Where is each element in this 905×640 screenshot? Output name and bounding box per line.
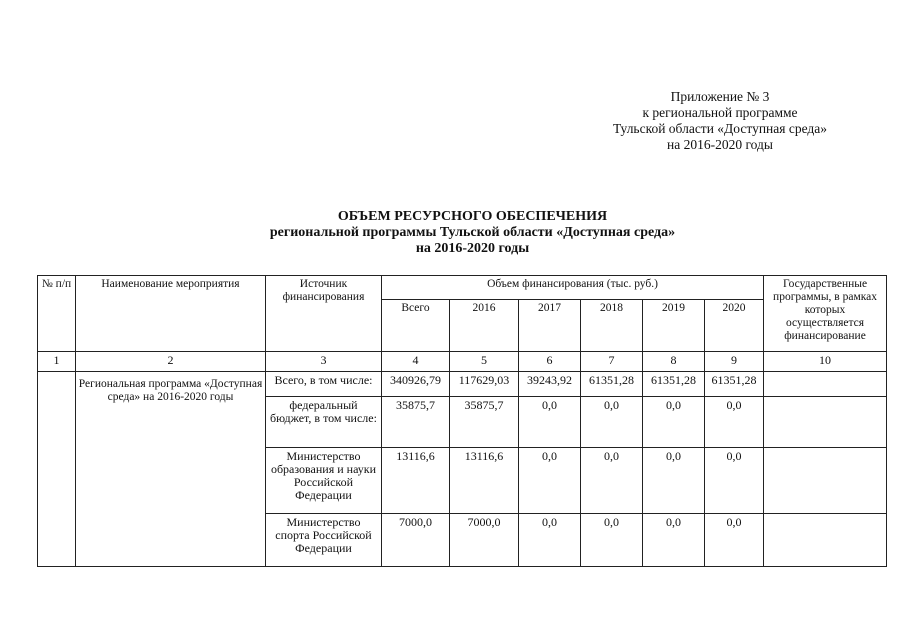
column-number: 9	[705, 352, 764, 372]
value-cell: 0,0	[705, 514, 764, 567]
value-cell: 0,0	[519, 397, 581, 448]
title-line-3: на 2016-2020 годы	[415, 241, 530, 256]
appendix-line-2: к региональной программе	[642, 105, 798, 120]
value-cell: 0,0	[519, 514, 581, 567]
value-cell: 61351,28	[705, 372, 764, 397]
column-number: 2	[76, 352, 266, 372]
value-cell: 0,0	[581, 448, 643, 514]
value-cell: 117629,03	[450, 372, 519, 397]
program-name: Региональная программа «Доступная среда» на 2016-2020 годы	[76, 372, 266, 567]
header-2019: 2019	[643, 300, 705, 352]
programs-cell	[764, 514, 887, 567]
appendix-line-1: Приложение № 3	[670, 89, 770, 104]
column-number: 4	[382, 352, 450, 372]
header-2017: 2017	[519, 300, 581, 352]
value-cell: 61351,28	[643, 372, 705, 397]
header-2018: 2018	[581, 300, 643, 352]
header-total: Всего	[382, 300, 450, 352]
value-cell: 0,0	[643, 448, 705, 514]
programs-cell	[764, 448, 887, 514]
programs-cell	[764, 397, 887, 448]
source-cell: Министерство спорта Российской Федерации	[266, 514, 382, 567]
title-line-1: ОБЪЕМ РЕСУРСНОГО ОБЕСПЕЧЕНИЯ	[337, 209, 608, 224]
source-cell: Министерство образования и науки Российской Федерации	[266, 448, 382, 514]
column-number: 5	[450, 352, 519, 372]
header-source: Источник финансирования	[266, 276, 382, 352]
header-name: Наименование мероприятия	[76, 276, 266, 352]
column-number: 1	[38, 352, 76, 372]
value-cell: 7000,0	[382, 514, 450, 567]
programs-cell	[764, 372, 887, 397]
value-cell: 0,0	[705, 448, 764, 514]
value-cell: 0,0	[705, 397, 764, 448]
table-row	[38, 372, 887, 397]
appendix-note	[575, 89, 865, 153]
value-cell: 39243,92	[519, 372, 581, 397]
resource-table	[37, 275, 887, 567]
value-cell: 0,0	[643, 397, 705, 448]
row-num-cell	[38, 372, 76, 567]
header-programs: Государственные программы, в рамках которых осуществляется финансирование	[764, 276, 887, 352]
source-cell: федеральный бюджет, в том числе:	[266, 397, 382, 448]
value-cell: 35875,7	[450, 397, 519, 448]
header-2020: 2020	[705, 300, 764, 352]
value-cell: 13116,6	[450, 448, 519, 514]
appendix-line-4: на 2016-2020 годы	[667, 137, 773, 152]
value-cell: 0,0	[519, 448, 581, 514]
value-cell: 340926,79	[382, 372, 450, 397]
value-cell: 7000,0	[450, 514, 519, 567]
column-number: 3	[266, 352, 382, 372]
value-cell: 61351,28	[581, 372, 643, 397]
value-cell: 13116,6	[382, 448, 450, 514]
document-title	[40, 209, 905, 257]
column-number: 7	[581, 352, 643, 372]
column-number: 8	[643, 352, 705, 372]
column-number: 6	[519, 352, 581, 372]
column-number: 10	[764, 352, 887, 372]
header-2016: 2016	[450, 300, 519, 352]
value-cell: 0,0	[581, 397, 643, 448]
header-volume: Объем финансирования (тыс. руб.)	[382, 276, 764, 300]
value-cell: 0,0	[581, 514, 643, 567]
value-cell: 35875,7	[382, 397, 450, 448]
value-cell: 0,0	[643, 514, 705, 567]
source-cell: Всего, в том числе:	[266, 372, 382, 397]
appendix-line-3: Тульской области «Доступная среда»	[612, 121, 828, 136]
title-line-2: региональной программы Тульской области «Доступная среда»	[269, 225, 676, 240]
column-numbers-row	[38, 352, 887, 372]
header-num: № п/п	[38, 276, 76, 352]
